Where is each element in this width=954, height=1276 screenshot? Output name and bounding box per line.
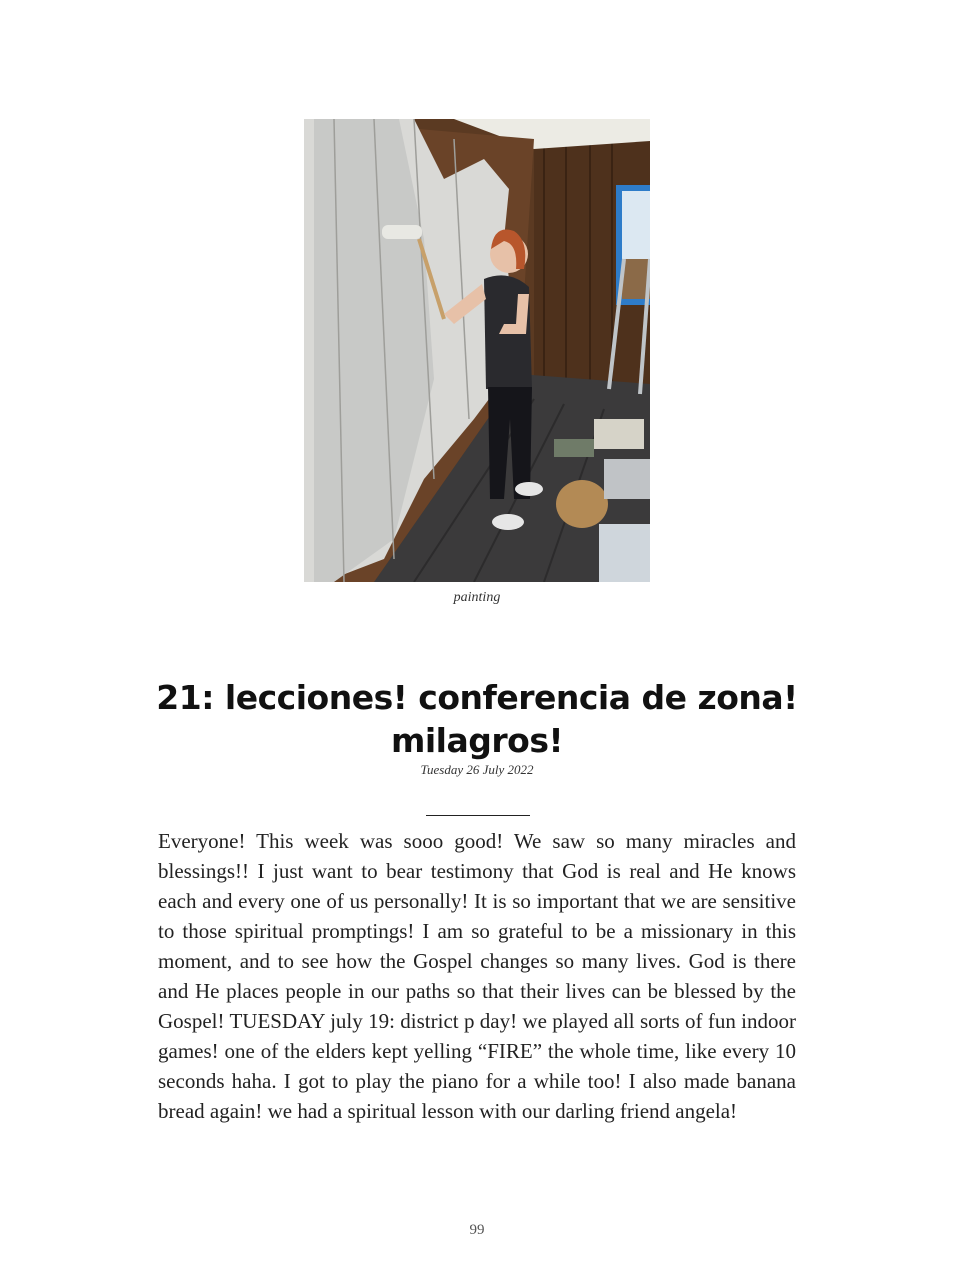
photo-caption: painting xyxy=(453,590,501,605)
entry-title: 21: lecciones! conferencia de zona! milagros! xyxy=(156,678,798,760)
entry-date: Tuesday 26 July 2022 xyxy=(420,762,534,777)
painting-photo xyxy=(304,119,650,582)
section-divider xyxy=(426,815,530,816)
entry-body: Everyone! This week was sooo good! We saw so many miracles and blessings!! I just want to bear testimony that God is real and He knows each and every one of us personally! It is so important that we are sensitive to those spiritual promptings! I am so grateful to be a missionary in this moment, and to see how the Gospel changes so many lives. God is there and He places people in our paths so that their lives can be blessed by the Gospel! TUESDAY july 19: district p day! we played all sorts of fun indoor games! one of the elders kept yelling “FIRE” the whole time, like every 10 seconds haha. I got to play the piano for a while too! I also made banana bread again! we had a spiritual lesson with our darling friend angela! xyxy=(158,829,796,1123)
page-number: 99 xyxy=(469,1222,485,1238)
